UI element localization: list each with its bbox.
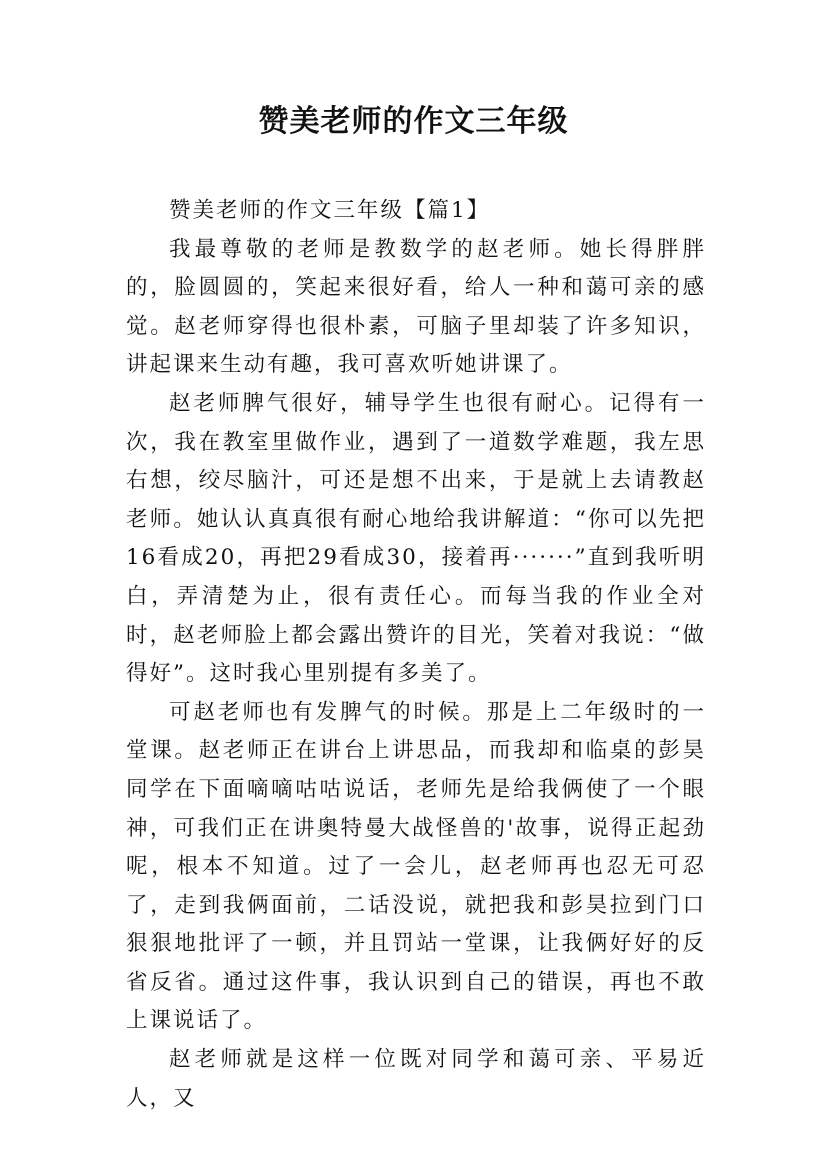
document-title: 赞美老师的作文三年级 — [258, 104, 569, 139]
document-body — [126, 192, 706, 1118]
paragraph-3: 可赵老师也有发脾气的时候。那是上二年级时的一堂课。赵老师正在讲台上讲思品，而我却和临桌的彭昊同学在下面嘀嘀咕咕说话，老师先是给我俩使了一个眼神，可我们正在讲奥特曼大战怪兽的'故事，说得正起劲呢，根本不知道。过了一会儿，赵老师再也忍无可忍了，走到我俩面前，二话没说，就把我和彭昊拉到门口狠狠地批评了一顿，并且罚站一堂课，让我俩好好的反省反省。通过这件事，我认识到自己的错误，再也不敢上课说话了。 — [126, 699, 706, 1034]
paragraph-2: 赵老师脾气很好，辅导学生也很有耐心。记得有一次，我在教室里做作业，遇到了一道数学难题，我左思右想，绞尽脑汁，可还是想不出来，于是就上去请教赵老师。她认认真真很有耐心地给我讲解道：“你可以先把16看成20，再把29看成30，接着再·······”直到我听明白，弄清楚为止，很有责任心。而每当我的作业全对时，赵老师脸上都会露出赞许的目光，笑着对我说：“做得好”。这时我心里别提有多美了。 — [126, 390, 706, 687]
paragraph-4: 赵老师就是这样一位既对同学和蔼可亲、平易近人，又 — [126, 1047, 706, 1111]
paragraph-1: 我最尊敬的老师是教数学的赵老师。她长得胖胖的，脸圆圆的，笑起来很好看，给人一种和蔼可亲的感觉。赵老师穿得也很朴素，可脑子里却装了许多知识，讲起课来生动有趣，我可喜欢听她讲课了。 — [126, 236, 706, 378]
section-heading: 赞美老师的作文三年级【篇1】 — [169, 198, 491, 223]
